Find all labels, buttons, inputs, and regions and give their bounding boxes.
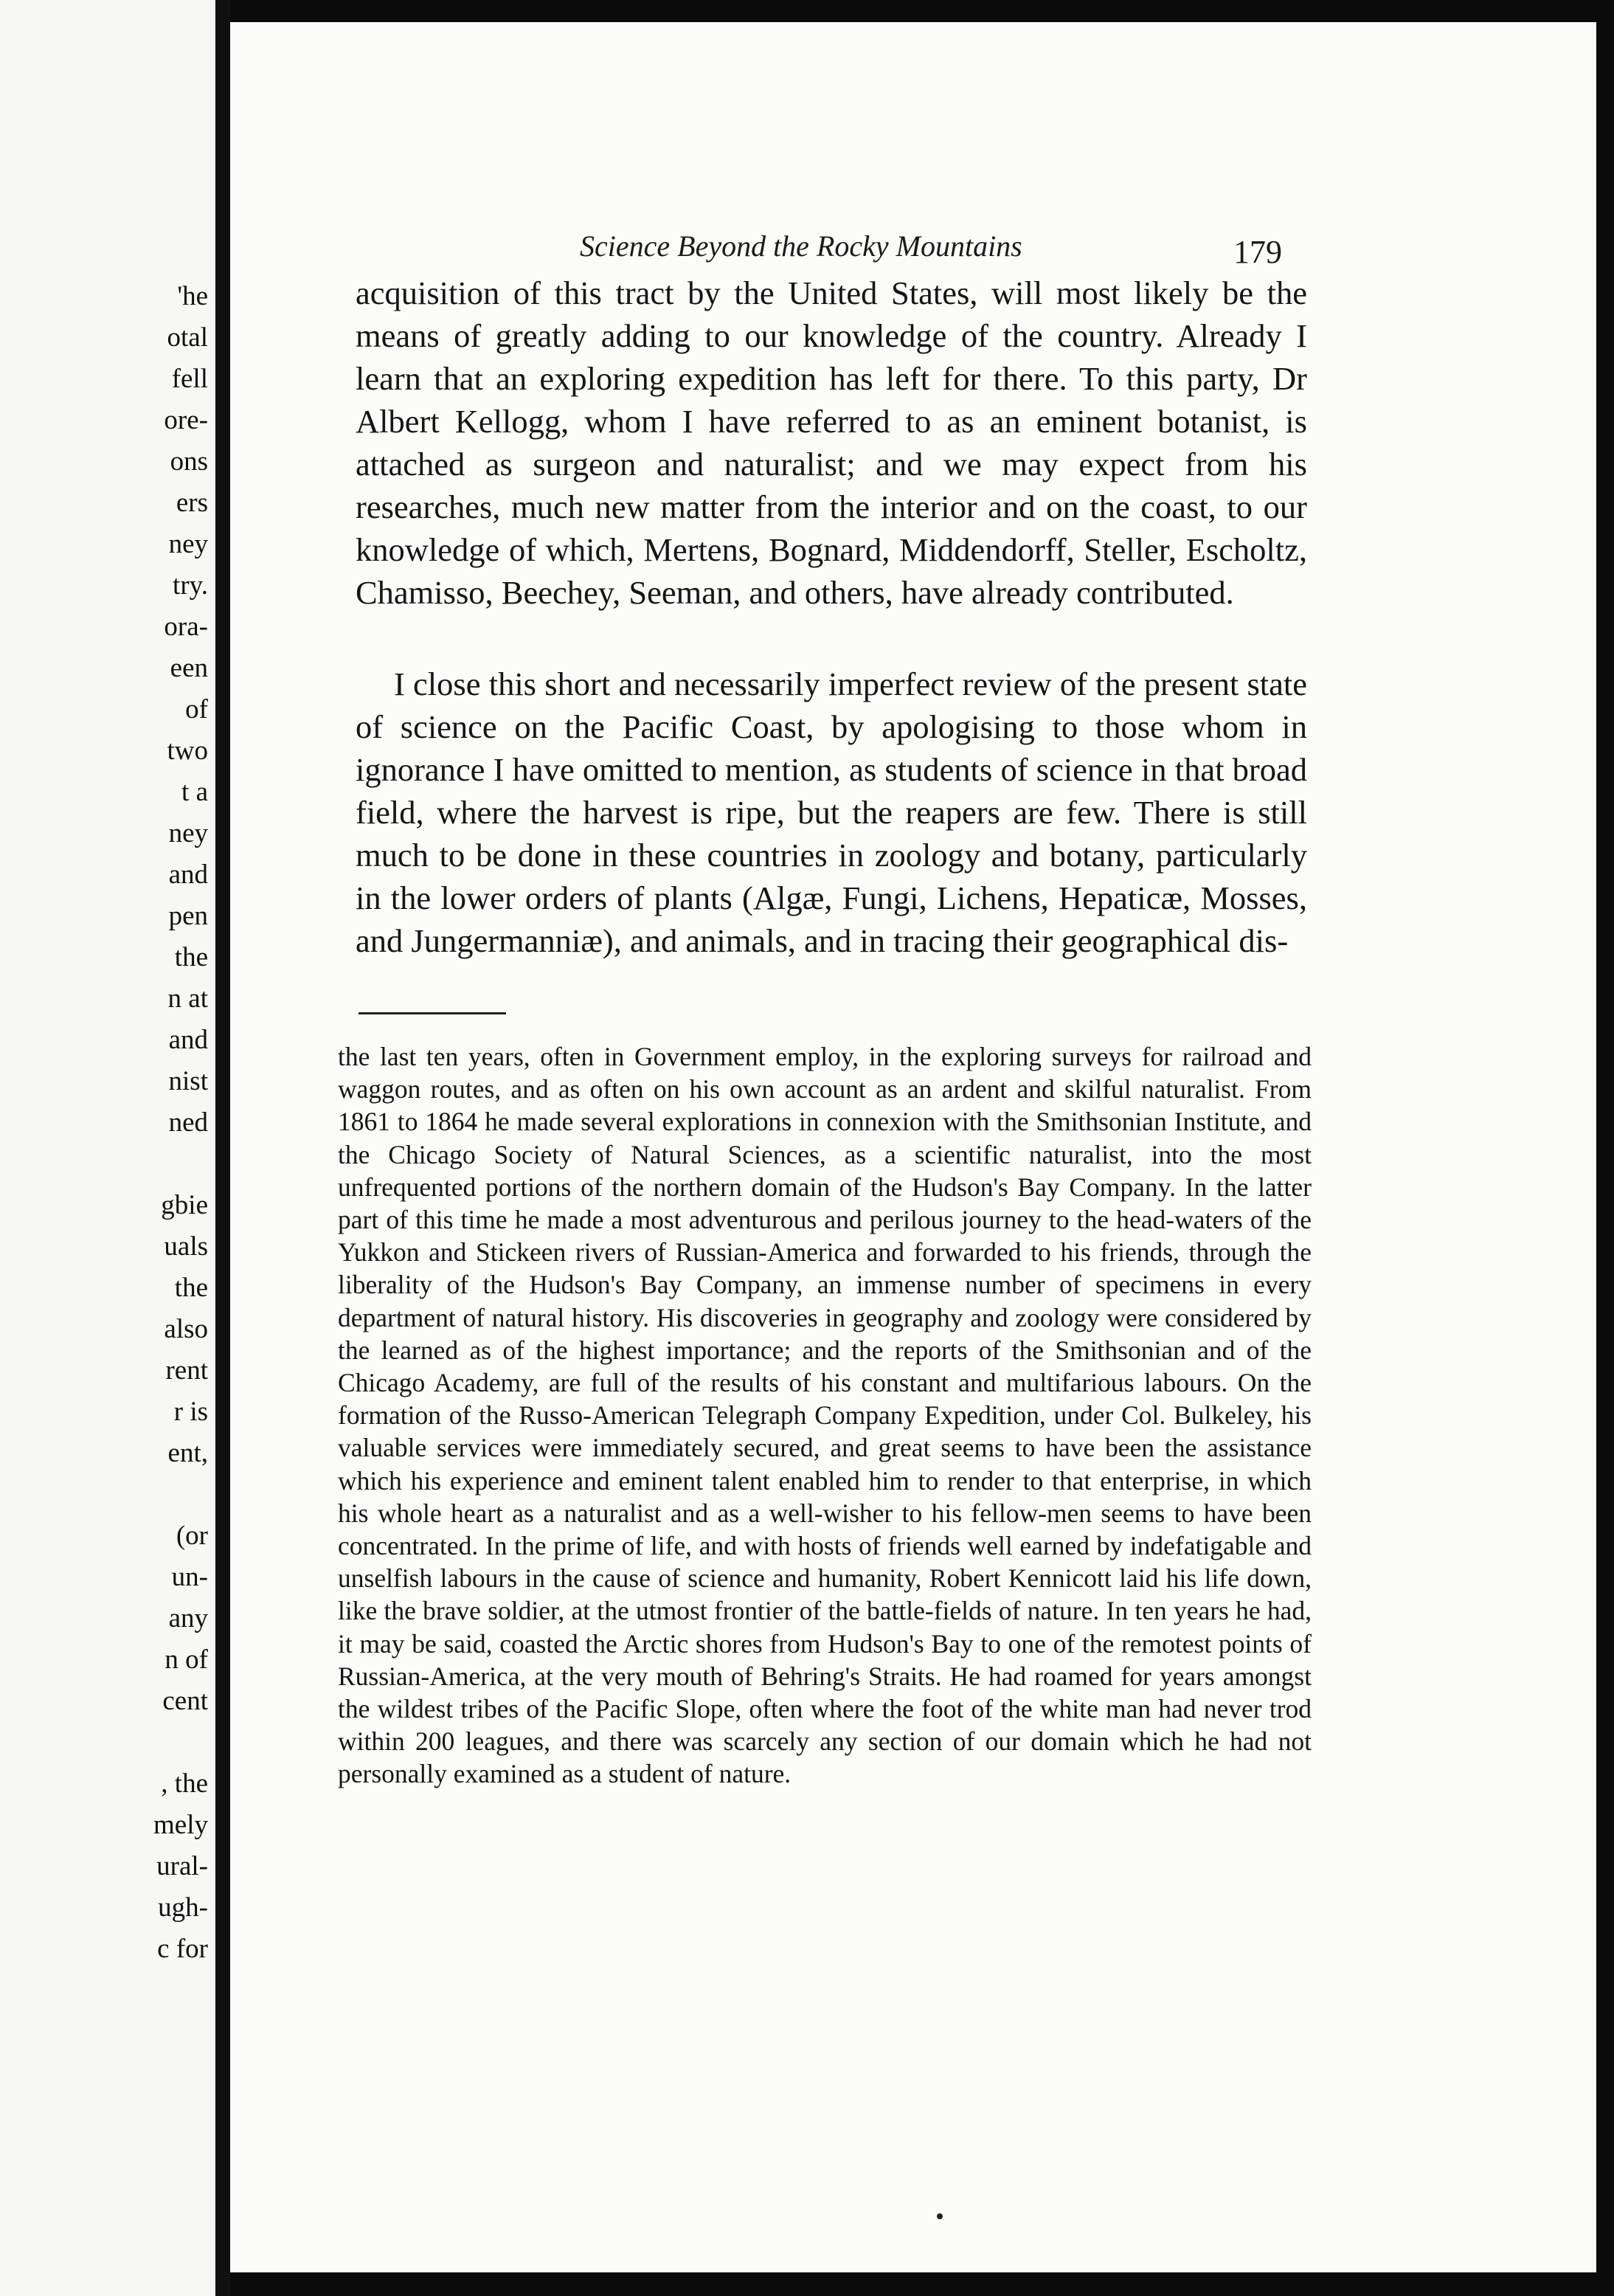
left-page-fragment: 'he bbox=[177, 281, 208, 311]
left-page-fragment: , the bbox=[161, 1768, 208, 1799]
left-page-fragment: uals bbox=[164, 1231, 208, 1262]
right-page bbox=[230, 22, 1596, 2272]
page-speck bbox=[937, 2213, 943, 2219]
body-paragraph-2: I close this short and necessarily imperfect review of the present state of science on the Pacific Coast, by apologising to those whom in ignorance I have omitted to mention, as students of science in that broad field, where the harvest is ripe, but the reapers are few. There is still much to be done in these countries in zoology and botany, particularly in the lower orders of plants (Algæ, Fungi, Lichens, Hepaticæ, Mosses, and Jungermanniæ), and animals, and in tracing their geographical dis- bbox=[356, 665, 1307, 959]
left-page-fragment: ore- bbox=[164, 405, 208, 435]
left-page-fragment: n at bbox=[167, 983, 208, 1014]
left-page-fragment: c for bbox=[157, 1934, 208, 1964]
left-page-fragment: also bbox=[164, 1314, 208, 1344]
left-page-fragment: n of bbox=[164, 1645, 208, 1675]
left-page-fragment: pen bbox=[168, 901, 208, 931]
footnote: the last ten years, often in Government employ, in the exploring surveys for railroad and waggon routes, and as often on his own account as an ardent and skilful naturalist. From 1861 to 1864 he made several explorations in connexion with the Smithsonian Institute, and the Chicago Society of Natural Sciences, as a scientific naturalist, into the most unfrequented portions of the northern domain of the Hudson's Bay Company. In the latter part of this time he made a most adventurous and perilous journey to the head-waters of the Yukkon and Stickeen rivers of Russian-America and forwarded to his friends, through the liberality of the Hudson's Bay Company, an immense number of specimens in every department of natural history. His discoveries in geography and zoology were considered by the learned as of the highest importance; and the reports of the Smithsonian and of the Chicago Academy, are full of the results of his constant and multifarious labours. On the formation of the Russo-American Telegraph Company Expedition, under Col. Bulkeley, his valuable services were immediately secured, and great seems to have been the assistance which his experience and eminent talent enabled him to render to that enterprise, in which his whole heart as a naturalist and as a well-wisher to his fellow-men seems to have been concentrated. In the prime of life, and with hosts of friends well earned by indefatigable and unselfish labours in the cause of science and humanity, Robert Kennicott laid his life down, like the brave soldier, at the utmost frontier of the battle-fields of nature. In ten years he had, it may be said, coasted the Arctic shores from Hudson's Bay to one of the remotest points of Russian-America, at the very mouth of Behring's Straits. He had roamed for years amongst the wildest tribes of the Pacific Slope, often where the foot of the white man had never trod within 200 leagues, and there was scarcely any section of our domain which he had not personally examined as a student of nature. bbox=[338, 1042, 1312, 1789]
book-gutter bbox=[215, 0, 230, 2296]
footnote-rule bbox=[359, 1012, 506, 1014]
left-page-fragment: nist bbox=[168, 1066, 208, 1096]
left-page-fragment: r is bbox=[173, 1397, 208, 1427]
left-page-fragment: ned bbox=[168, 1107, 208, 1138]
left-page-fragment: t a bbox=[181, 777, 208, 807]
left-page-fragment: try. bbox=[173, 570, 208, 601]
running-head: Science Beyond the Rocky Mountains bbox=[580, 229, 1022, 263]
left-page-fragment: gbie bbox=[161, 1190, 208, 1220]
left-page-fragment: two bbox=[167, 736, 208, 766]
left-page-fragment: ent, bbox=[167, 1438, 208, 1468]
left-page-fragment: cent bbox=[162, 1686, 208, 1716]
left-page-fragment: (or bbox=[176, 1521, 208, 1551]
left-page-fragment: ons bbox=[170, 446, 208, 477]
left-page-fragment: the bbox=[174, 942, 208, 972]
left-page-fragment: fell bbox=[171, 364, 208, 394]
left-page-fragment: ugh- bbox=[158, 1892, 208, 1923]
left-page-fragment: ney bbox=[168, 818, 208, 848]
left-page-fragment: any bbox=[168, 1603, 208, 1633]
body-paragraph-1: acquisition of this tract by the United States, will most likely be the means of greatly adding to our knowledge of the country. Already I learn that an exploring expedition has left for there. To this party, Dr Albert Kellogg, whom I have referred to as an eminent botanist, is attached as surgeon and naturalist; and we may expect from his researches, much new matter from the interior and on the coast, to our knowledge of which, Mertens, Bognard, Middendorff, Steller, Escholtz, Chamisso, Beechey, Seeman, and others, have already contributed. bbox=[356, 274, 1307, 611]
left-page-fragment: een bbox=[170, 653, 208, 683]
left-page-fragment: and bbox=[168, 1025, 208, 1055]
left-page-fragment: and bbox=[168, 860, 208, 890]
page-number: 179 bbox=[1233, 234, 1282, 270]
left-page-fragment: ora- bbox=[164, 612, 208, 642]
left-page-fragment: mely bbox=[153, 1810, 208, 1840]
left-page-fragment: ural- bbox=[156, 1851, 208, 1881]
left-page-fragment: ney bbox=[168, 529, 208, 559]
left-page-fragment: ers bbox=[176, 488, 208, 518]
left-page-fragment: of bbox=[185, 694, 208, 725]
left-page-fragment: the bbox=[174, 1273, 208, 1303]
left-page-fragment: un- bbox=[171, 1562, 208, 1592]
left-page-fragment: otal bbox=[167, 322, 208, 353]
left-page-margin bbox=[0, 0, 221, 2296]
left-page-fragment: rent bbox=[165, 1355, 208, 1386]
